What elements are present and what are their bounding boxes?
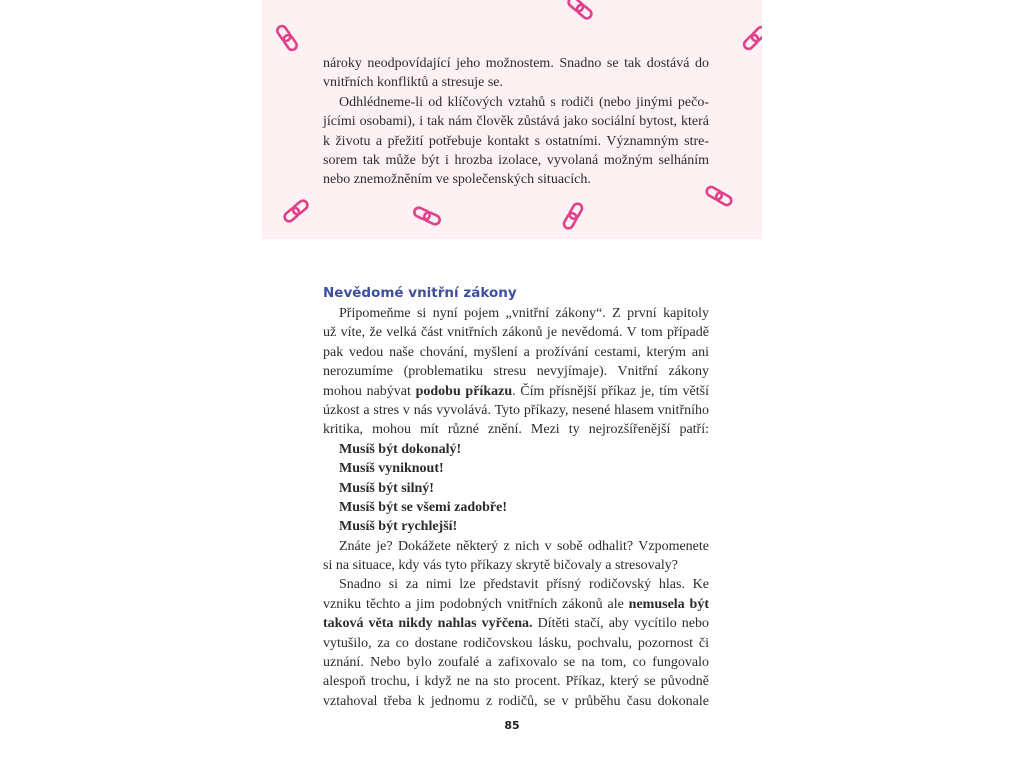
text-line	[323, 382, 709, 401]
text-line: nerozumíme (problematiku stresu nevyjímaje). Vnitřní zákony	[323, 364, 709, 380]
paperclip-icon	[273, 22, 300, 53]
text-run: Dítěti stačí, aby vycítilo nebo	[532, 616, 709, 632]
text-run: . Čím přísnější příkaz je, tím větší	[512, 383, 709, 399]
text-line	[323, 614, 709, 633]
box-text	[323, 54, 709, 190]
text-line: Odhlédneme-li od klíčových vztahů s rodiči (nebo jinými pečo-	[339, 94, 709, 110]
command-line: Musíš být rychlejší!	[339, 519, 458, 535]
text-line: k životu a přežití potřebuje kontakt s ostatními. Významným stre-	[323, 133, 709, 149]
text-line: nebo znemožněním ve společenských situacích.	[323, 172, 591, 188]
paperclip-icon	[740, 23, 762, 53]
text-run: mohou nabývat	[323, 383, 416, 399]
text-line: alespoň trochu, i když ne na sto procent. Příkaz, který se původně	[323, 674, 709, 690]
text-line: už víte, že velká část vnitřních zákonů je nevědomá. V tom případě	[323, 325, 709, 341]
command-line: Musíš být dokonalý!	[339, 441, 462, 457]
paperclip-icon	[565, 0, 596, 22]
text-line: vytušilo, za co dostane rodičovskou lásku, pochvalu, pozornost či	[323, 635, 709, 651]
text-line: sorem tak může být i hrozba izolace, vyvolaná možným selháním	[323, 152, 709, 168]
paperclip-icon	[560, 200, 585, 232]
section-heading: Nevědomé vnitřní zákony	[323, 285, 517, 301]
text-line: Snadno si za nimi lze představit přísný rodičovský hlas. Ke	[339, 577, 709, 593]
command-line: Musíš být silný!	[339, 480, 434, 496]
command-line: Musíš vyniknout!	[339, 461, 444, 477]
text-line: pak vedou naše chování, myšlení a prožívání cestami, kterým ani	[323, 344, 709, 360]
text-line: Připomeňme si nyní pojem „vnitřní zákony“. Z první kapitoly	[339, 306, 709, 321]
text-run: vzniku těchto a jim podobných vnitřních zákonů ale	[323, 596, 629, 612]
text-line: si na situace, kdy vás tyto příkazy skrytě bičovaly a stresovaly?	[323, 558, 678, 574]
text-line: Znáte je? Dokážete některý z nich v sobě odhalit? Vzpomenete	[339, 538, 709, 554]
text-line: nároky neodpovídající jeho možnostem. Snadno se tak dostává do	[323, 56, 709, 71]
bold-phrase: taková věta nikdy nahlas vyřčena.	[323, 616, 533, 632]
bold-phrase: nemusela být	[628, 596, 709, 612]
page-number: 85	[504, 719, 520, 732]
paperclip-icon	[411, 204, 443, 228]
text-line: úzkost a stres v nás vyvolává. Tyto příkazy, nesené hlasem vnitřního	[323, 402, 709, 418]
paperclip-icon	[281, 197, 312, 225]
command-line: Musíš být se všemi zadobře!	[339, 499, 507, 515]
main-text	[323, 282, 709, 711]
text-line: jícími osobami), i tak nám člověk zůstává jako sociální bytost, která	[323, 114, 709, 130]
text-line	[323, 595, 709, 614]
bold-phrase: podobu příkazu	[415, 383, 513, 399]
text-line: uznání. Nebo bylo zoufalé a zafixovalo se na tom, co fungovalo	[323, 655, 709, 671]
text-line: vnitřních konfliktů a stresuje se.	[323, 75, 504, 91]
text-line: vztahoval třeba k jednomu z rodičů, se v průběhu času dokonale	[323, 693, 709, 709]
text-line: kritika, mohou mít různé znění. Mezi ty nejrozšířenější patří:	[323, 422, 709, 438]
